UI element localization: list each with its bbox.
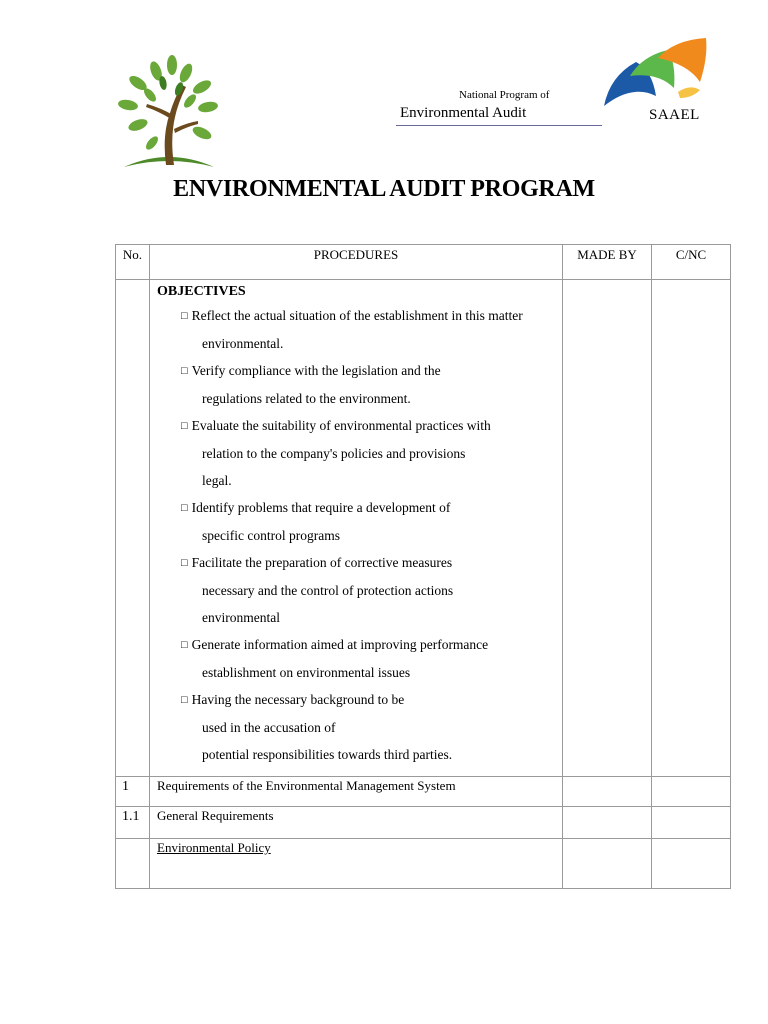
objective-text: □ Reflect the actual situation of the establishment in this matter (157, 308, 523, 323)
objective-text: □ Having the necessary background to be (157, 692, 404, 707)
objective-continuation: establishment on environmental issues (202, 665, 411, 680)
tree-logo-icon (116, 55, 222, 171)
objective-continuation: environmental. (202, 336, 284, 351)
row-procedure: General Requirements (150, 807, 563, 839)
objective-item (157, 412, 556, 494)
objectives-made-by-cell (563, 280, 652, 777)
row-number: 1.1 (116, 807, 150, 839)
page-title: ENVIRONMENTAL AUDIT PROGRAM (173, 176, 595, 202)
row-procedure: Requirements of the Environmental Management System (150, 777, 563, 807)
row-procedure-cell (150, 839, 563, 889)
objectives-title: OBJECTIVES (157, 284, 246, 299)
objective-continuation: regulations related to the environment. (202, 391, 411, 406)
program-subtitle: National Program of (459, 89, 550, 101)
header-procedures: PROCEDURES (150, 245, 563, 280)
objective-text: □ Facilitate the preparation of corrective measures (157, 555, 452, 570)
row-made-by (563, 839, 652, 889)
row-made-by (563, 807, 652, 839)
objective-item (157, 302, 556, 357)
objectives-list (157, 302, 556, 768)
row-cnc (652, 777, 731, 807)
table-row (116, 777, 731, 807)
objective-text: □ Verify compliance with the legislation and the (157, 363, 441, 378)
row-number: 1 (116, 777, 150, 807)
objective-item (157, 549, 556, 631)
objective-continuation: environmental (202, 610, 280, 625)
objective-continuation: used in the accusation of (202, 720, 336, 735)
table-row (116, 807, 731, 839)
objectives-no-cell (116, 280, 150, 777)
brand-name: SAAEL (649, 107, 700, 123)
saael-flag-icon (596, 36, 712, 110)
table-header-row (116, 245, 731, 280)
header-divider (396, 125, 602, 126)
objectives-row (116, 280, 731, 777)
objective-text: □ Identify problems that require a development of (157, 500, 450, 515)
header-cnc: C/NC (652, 245, 731, 280)
objective-item (157, 631, 556, 686)
objectives-cell (150, 280, 563, 777)
row-number (116, 839, 150, 889)
row-procedure: Environmental Policy (157, 840, 271, 855)
objective-continuation: relation to the company's policies and provisions (202, 446, 466, 461)
program-title: Environmental Audit (400, 105, 527, 121)
objective-item (157, 686, 556, 768)
row-cnc (652, 839, 731, 889)
header-no: No. (116, 245, 150, 280)
row-cnc (652, 807, 731, 839)
objective-continuation: legal. (202, 473, 232, 488)
objective-text: □ Evaluate the suitability of environmental practices with (157, 418, 491, 433)
header-made-by: MADE BY (563, 245, 652, 280)
audit-table (115, 244, 731, 889)
program-header (396, 36, 716, 132)
objective-text: □ Generate information aimed at improving performance (157, 637, 488, 652)
objective-item (157, 494, 556, 549)
row-made-by (563, 777, 652, 807)
objective-continuation: necessary and the control of protection actions (202, 583, 454, 598)
objective-item (157, 357, 556, 412)
objectives-cnc-cell (652, 280, 731, 777)
objective-continuation: potential responsibilities towards third parties. (202, 747, 453, 762)
objective-continuation: specific control programs (202, 528, 340, 543)
table-row (116, 839, 731, 889)
